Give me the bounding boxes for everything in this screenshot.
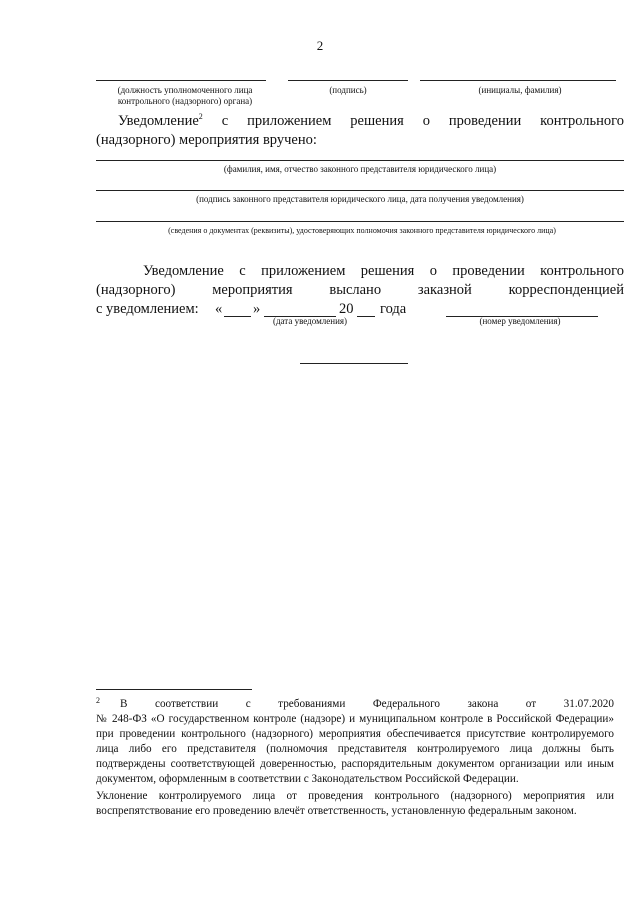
- position-line: [96, 80, 266, 81]
- mailing-with-notice: с уведомлением:: [96, 301, 199, 317]
- fio-line: [96, 160, 624, 161]
- closing-rule: [300, 363, 408, 364]
- footnote-first-line-text: В соответствии с требованиями Федерального закона от 31.07.2020: [120, 698, 614, 710]
- delivery-paragraph-line1: [118, 112, 624, 131]
- footnote: [96, 697, 614, 819]
- name-line: [420, 80, 616, 81]
- documents-caption: (сведения о документах (реквизиты), удостоверяющих полномочия законного представителя юридического лица): [168, 226, 556, 235]
- signature-date-caption: (подпись законного представителя юридического лица, дата получения уведомления): [196, 194, 524, 204]
- number-caption: (номер уведомления): [479, 316, 561, 326]
- year-suffix: года: [380, 301, 407, 317]
- fio-caption: (фамилия, имя, отчество законного представителя юридического лица): [223, 164, 497, 174]
- footnote-paragraph1: № 248-ФЗ «О государственном контроле (надзоре) и муниципальном контроле в Российской Федерации» при проведении контрольного (надзорного) мероприятия обеспечивается присутствие контролируемого лица либо его представителя (полномочия представителя контролируемого лица должны быть подтверждены соответствующей доверенностью, распорядительным документом организации или иным документом, оформленным в соответствии с Законодательством Российской Федерации.: [96, 713, 614, 785]
- quote-close: »: [253, 301, 261, 317]
- delivery-line1-rest: с приложением решения о проведении контрольного: [221, 113, 625, 129]
- footnote-separator: [96, 689, 252, 690]
- page-number: 2: [316, 38, 324, 53]
- position-caption: (должность уполномоченного лица контрольного (надзорного) органа): [117, 85, 253, 106]
- mailing-line1: Уведомление с приложением решения о проведении контрольного: [143, 263, 624, 279]
- delivery-word: Уведомление: [118, 113, 199, 129]
- delivery-paragraph-line2: (надзорного) мероприятия вручено:: [96, 132, 317, 148]
- mailing-line2: (надзорного) мероприятия выслано заказной корреспонденцией: [96, 282, 624, 298]
- day-blank: [224, 316, 251, 317]
- signature-caption: (подпись): [329, 85, 367, 95]
- quote-open: «: [215, 301, 223, 317]
- signature-date-line: [96, 190, 624, 191]
- year-prefix: 20: [339, 301, 354, 317]
- name-caption: (инициалы, фамилия): [478, 85, 562, 95]
- date-caption: (дата уведомления): [272, 316, 348, 326]
- footnote-paragraph2: Уклонение контролируемого лица от проведения контрольного (надзорного) мероприятия или воспрепятствование его проведению влечёт ответственность, установленную федеральным законом.: [96, 790, 614, 817]
- footnote-first-line: 2 В соответствии с требованиями Федерального закона от 31.07.2020: [96, 696, 614, 710]
- signature-line: [288, 80, 408, 81]
- footnote-ref: 2: [198, 112, 203, 122]
- documents-line: [96, 221, 624, 222]
